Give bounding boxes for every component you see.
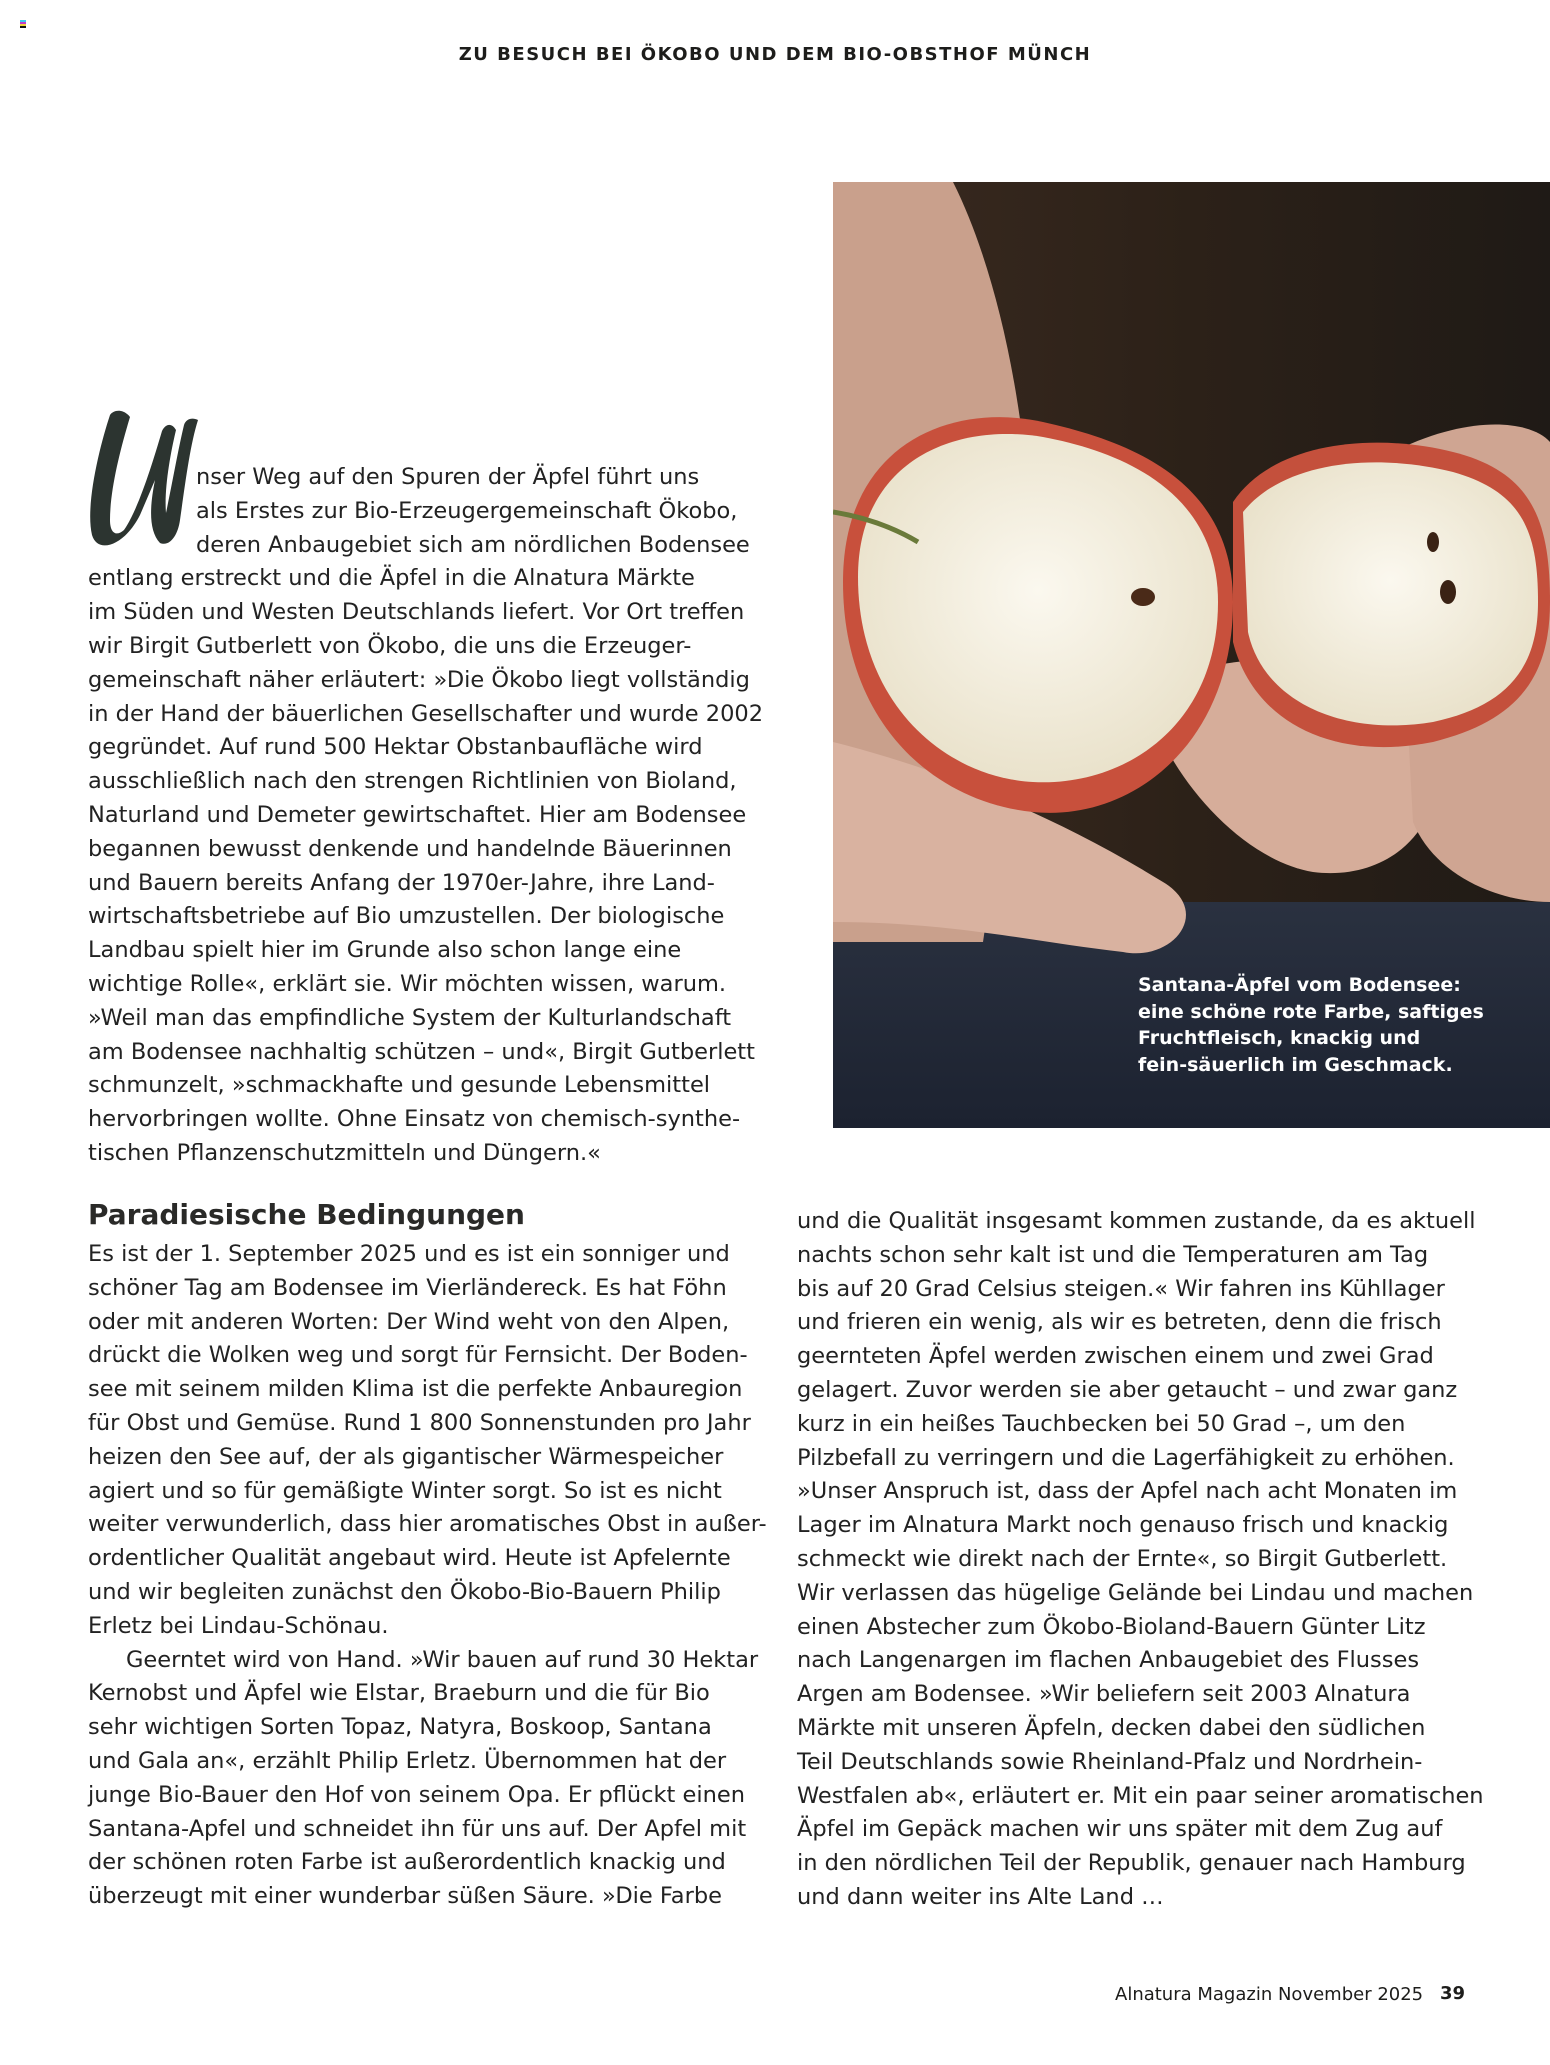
- text-line: Santana-Apfel und schneidet ihn für uns auf. Der Apfel mit: [88, 1815, 747, 1842]
- text-line: heizen den See auf, der als gigantischer Wärmespeicher: [88, 1443, 724, 1470]
- text-line: im Süden und Westen Deutschlands liefert. Vor Ort treffen: [88, 599, 745, 626]
- text-line: nachts schon sehr kalt ist und die Temperaturen am Tag: [797, 1241, 1429, 1268]
- text-line: Äpfel im Gepäck machen wir uns später mit dem Zug auf: [797, 1816, 1443, 1843]
- text-line: wirtschaftsbetriebe auf Bio umzustellen. Der biologische: [88, 903, 725, 930]
- text-line: drückt die Wolken weg und sorgt für Fernsicht. Der Boden-: [88, 1342, 748, 1369]
- text-line: am Bodensee nachhaltig schützen – und«, Birgit Gutberlett: [88, 1038, 755, 1065]
- text-line: überzeugt mit einer wunderbar süßen Säure. »Die Farbe: [88, 1883, 722, 1910]
- text-line: sehr wichtigen Sorten Topaz, Natyra, Boskoop, Santana: [88, 1714, 712, 1741]
- intro-paragraph: [88, 461, 763, 1171]
- text-line: begannen bewusst denkende und handelnde Bäuerinnen: [88, 835, 732, 862]
- text-line: entlang erstreckt und die Äpfel in die Alnatura Märkte: [88, 565, 695, 592]
- text-line: weiter verwunderlich, dass hier aromatisches Obst in außer-: [88, 1511, 767, 1538]
- text-line: in den nördlichen Teil der Republik, genauer nach Hamburg: [797, 1850, 1466, 1877]
- text-line: wir Birgit Gutberlett von Ökobo, die uns die Erzeuger-: [88, 632, 692, 659]
- text-line: hervorbringen wollte. Ohne Einsatz von chemisch-synthe-: [88, 1106, 741, 1133]
- text-line: in der Hand der bäuerlichen Gesellschafter und wurde 2002: [88, 700, 764, 727]
- text-line: see mit seinem milden Klima ist die perfekte Anbauregion: [88, 1376, 743, 1403]
- text-line: gegründet. Auf rund 500 Hektar Obstanbaufläche wird: [88, 734, 703, 761]
- page-number: 39: [1440, 1983, 1466, 2004]
- text-line: geernteten Äpfel werden zwischen einem und zwei Grad: [797, 1343, 1434, 1370]
- text-line: junge Bio-Bauer den Hof von seinem Opa. Er pflückt einen: [88, 1781, 745, 1808]
- text-line: Naturland und Demeter gewirtschaftet. Hier am Bodensee: [88, 801, 747, 828]
- text-line: ordentlicher Qualität angebaut wird. Heute ist Apfelernte: [88, 1545, 731, 1572]
- apple-halves-photo: [833, 182, 1550, 1128]
- text-line: ausschließlich nach den strengen Richtlinien von Bioland,: [88, 768, 737, 795]
- text-line: Argen am Bodensee. »Wir beliefern seit 2003 Alnatura: [797, 1681, 1411, 1708]
- text-line: nser Weg auf den Spuren der Äpfel führt uns: [196, 464, 700, 490]
- text-line: und Gala an«, erzählt Philip Erletz. Übernommen hat der: [88, 1747, 727, 1774]
- left-column-text: [88, 1238, 767, 1914]
- text-line: Erletz bei Lindau-Schönau.: [88, 1612, 389, 1639]
- text-line: agiert und so für gemäßigte Winter sorgt. So ist es nicht: [88, 1477, 722, 1504]
- text-line: Geerntet wird von Hand. »Wir bauen auf rund 30 Hektar: [126, 1646, 759, 1673]
- text-line: der schönen roten Farbe ist außerordentlich knackig und: [88, 1849, 726, 1876]
- text-line: Wir verlassen das hügelige Gelände bei Lindau und machen: [797, 1579, 1474, 1606]
- text-line: Pilzbefall zu verringern und die Lagerfähigkeit zu erhöhen.: [797, 1444, 1455, 1471]
- text-line: fein-säuerlich im Geschmack.: [1138, 1053, 1453, 1076]
- text-line: oder mit anderen Worten: Der Wind weht von den Alpen,: [88, 1308, 730, 1335]
- text-line: Märkte mit unseren Äpfeln, decken dabei den südlichen: [797, 1714, 1426, 1741]
- footer-publication: Alnatura Magazin November 2025: [1115, 1984, 1424, 2005]
- text-line: kurz in ein heißes Tauchbecken bei 50 Grad –, um den: [797, 1410, 1406, 1437]
- text-line: schmeckt wie direkt nach der Ernte«, so Birgit Gutberlett.: [797, 1545, 1448, 1572]
- text-line: Fruchtfleisch, knackig und: [1138, 1027, 1421, 1049]
- text-line: eine schöne rote Farbe, saftiges: [1138, 1000, 1484, 1023]
- right-column-text: [797, 1205, 1484, 1915]
- text-line: als Erstes zur Bio-Erzeugergemeinschaft Ökobo,: [196, 497, 738, 524]
- section-kicker: ZU BESUCH BEI ÖKOBO UND DEM BIO-OBSTHOF MÜNCH: [458, 44, 1092, 65]
- text-line: schmunzelt, »schmackhafte und gesunde Lebensmittel: [88, 1072, 711, 1099]
- subheading: Paradiesische Bedingungen: [88, 1198, 525, 1231]
- text-line: gelagert. Zuvor werden sie aber getaucht – und zwar ganz: [797, 1376, 1458, 1403]
- text-line: schöner Tag am Bodensee im Vierländereck. Es hat Föhn: [88, 1274, 727, 1301]
- text-line: »Unser Anspruch ist, dass der Apfel nach acht Monaten im: [797, 1478, 1458, 1505]
- text-line: Kernobst und Äpfel wie Elstar, Braeburn und die für Bio: [88, 1680, 710, 1707]
- text-line: Landbau spielt hier im Grunde also schon lange eine: [88, 937, 682, 964]
- text-line: Santana-Äpfel vom Bodensee:: [1138, 974, 1461, 996]
- print-registration-marks: [20, 20, 26, 28]
- text-line: tischen Pflanzenschutzmitteln und Düngern.«: [88, 1139, 601, 1166]
- text-line: wichtige Rolle«, erklärt sie. Wir möchten wissen, warum.: [88, 970, 727, 997]
- text-line: gemeinschaft näher erläutert: »Die Ökobo liegt vollständig: [88, 666, 750, 693]
- text-line: Lager im Alnatura Markt noch genauso frisch und knackig: [797, 1512, 1449, 1539]
- text-line: für Obst und Gemüse. Rund 1 800 Sonnenstunden pro Jahr: [88, 1409, 751, 1436]
- text-line: »Weil man das empfindliche System der Kulturlandschaft: [88, 1004, 732, 1031]
- text-line: und die Qualität insgesamt kommen zustande, da es aktuell: [797, 1208, 1476, 1234]
- text-line: und frieren ein wenig, als wir es betreten, denn die frisch: [797, 1309, 1442, 1336]
- text-line: einen Abstecher zum Ökobo-Bioland-Bauern Günter Litz: [797, 1613, 1426, 1640]
- text-line: Westfalen ab«, erläutert er. Mit ein paar seiner aromatischen: [797, 1782, 1484, 1809]
- photo-caption: [1138, 972, 1484, 1078]
- text-line: nach Langenargen im flachen Anbaugebiet des Flusses: [797, 1647, 1420, 1674]
- text-line: und dann weiter ins Alte Land …: [797, 1883, 1164, 1910]
- text-line: deren Anbaugebiet sich am nördlichen Bodensee: [196, 531, 750, 558]
- text-line: Teil Deutschlands sowie Rheinland-Pfalz und Nordrhein-: [797, 1748, 1423, 1775]
- text-line: Es ist der 1. September 2025 und es ist ein sonniger und: [88, 1241, 730, 1267]
- text-line: und wir begleiten zunächst den Ökobo-Bio-Bauern Philip: [88, 1578, 721, 1605]
- text-line: und Bauern bereits Anfang der 1970er-Jahre, ihre Land-: [88, 869, 715, 896]
- text-line: bis auf 20 Grad Celsius steigen.« Wir fahren ins Kühllager: [797, 1275, 1445, 1302]
